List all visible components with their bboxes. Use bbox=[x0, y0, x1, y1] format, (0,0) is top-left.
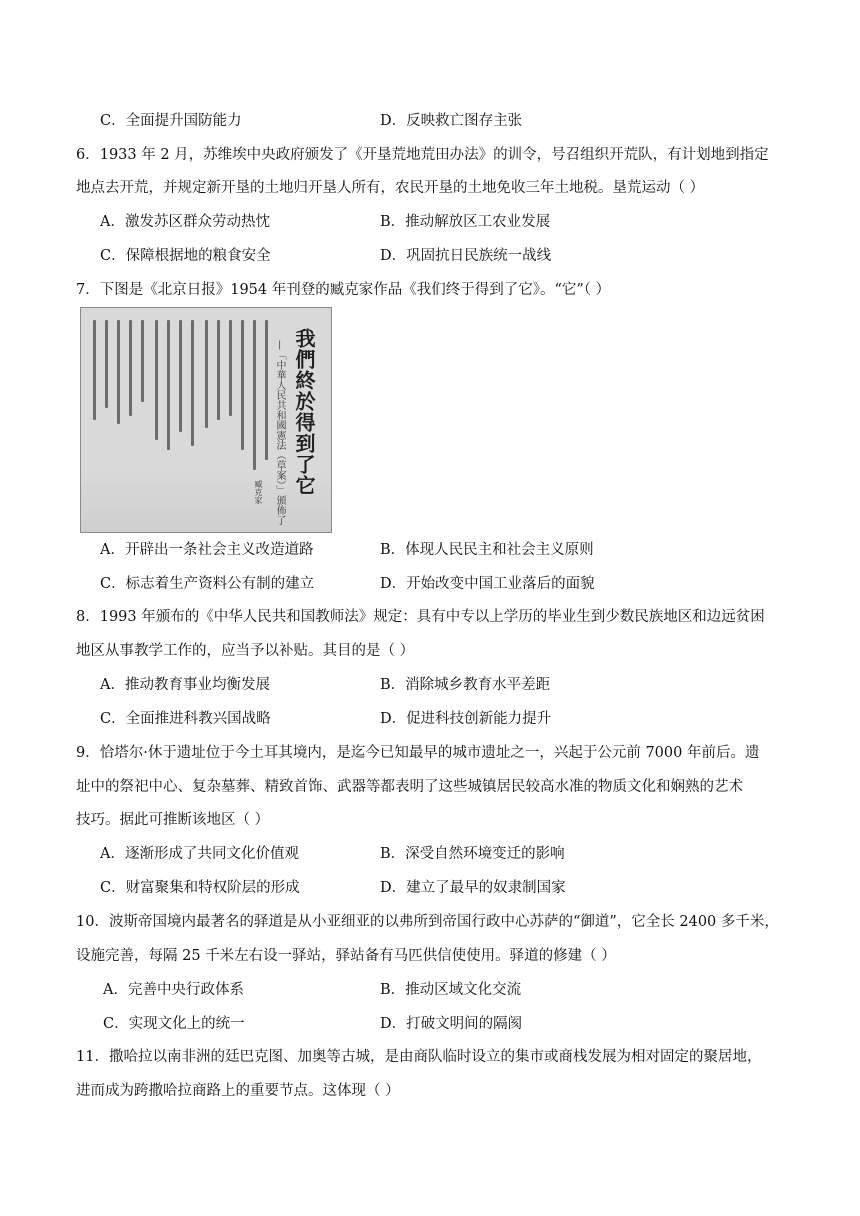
q10-stem-line-1: 10．波斯帝国境内最著名的驿道是从小亚细亚的以弗所到帝国行政中心苏萨的“御道”，它全长 2400 多千米， bbox=[76, 914, 779, 930]
q6-option-d: D．巩固抗日民族统一战线 bbox=[380, 248, 552, 264]
q10-stem-line-2: 设施完善，每隔 25 千米左右设一驿站，驿站备有马匹供信使使用。驿道的修建（ ） bbox=[76, 948, 616, 964]
q10-option-a: A．完善中央行政体系 bbox=[103, 982, 244, 998]
q6-option-a: A．激发苏区群众劳动热忱 bbox=[100, 214, 270, 230]
q10-option-d: D．打破文明间的隔阂 bbox=[380, 1016, 523, 1032]
q9-stem-line-3: 技巧。据此可推断该地区（ ） bbox=[76, 812, 270, 828]
q10-option-b: B．推动区域文化交流 bbox=[380, 982, 522, 998]
clipping-subtitle: —「中華人民共和國憲法（草案）」頒佈了 bbox=[274, 340, 285, 525]
q6-stem-line-2: 地点去开荒，并规定新开垦的土地归开垦人所有，农民开垦的土地免收三年土地税。垦荒运动（ ） bbox=[76, 180, 705, 196]
q7-option-b: B．体现人民民主和社会主义原则 bbox=[380, 542, 594, 558]
q5-option-c: C．全面提升国防能力 bbox=[100, 113, 242, 129]
q11-stem-line-2: 进而成为跨撒哈拉商路上的重要节点。这体现（ ） bbox=[76, 1083, 400, 1099]
newspaper-text-columns bbox=[91, 320, 271, 520]
q7-option-d: D．开始改变中国工业落后的面貌 bbox=[380, 576, 595, 592]
q6-stem-line-1: 6．1933 年 2 月，苏维埃中央政府颁发了《开垦荒地荒田办法》的训令，号召组织开荒队，有计划地到指定 bbox=[76, 147, 769, 163]
q9-stem-line-1: 9．恰塔尔·休于遗址位于今土耳其境内，是迄今已知最早的城市遗址之一，兴起于公元前 7000 年前后。遗 bbox=[76, 745, 760, 761]
q7-option-a: A．开辟出一条社会主义改造道路 bbox=[100, 542, 314, 558]
q8-stem-line-2: 地区从事教学工作的，应当予以补贴。其目的是（ ） bbox=[76, 643, 415, 659]
q9-stem-line-2: 址中的祭祀中心、复杂墓葬、精致首饰、武器等都表明了这些城镇居民较高水准的物质文化和娴熟的艺术 bbox=[76, 779, 743, 795]
clipping-author: 臧克家 bbox=[254, 480, 263, 504]
q7-option-c: C．标志着生产资料公有制的建立 bbox=[100, 576, 315, 592]
q9-option-d: D．建立了最早的奴隶制国家 bbox=[380, 880, 566, 896]
q9-option-b: B．深受自然环境变迁的影响 bbox=[380, 846, 565, 862]
q5-option-d: D．反映救亡图存主张 bbox=[380, 113, 523, 129]
q11-stem-line-1: 11．撒哈拉以南非洲的廷巴克图、加奥等古城，是由商队临时设立的集市或商栈发展为相对固定的聚居地， bbox=[76, 1049, 762, 1065]
q8-option-d: D．促进科技创新能力提升 bbox=[380, 711, 552, 727]
q9-option-a: A．逐渐形成了共同文化价值观 bbox=[100, 846, 299, 862]
q8-option-c: C．全面推进科教兴国战略 bbox=[100, 711, 271, 727]
q9-option-c: C．财富聚集和特权阶层的形成 bbox=[100, 880, 300, 896]
clipping-headline: 我們終於得到了它 bbox=[292, 328, 316, 496]
q8-option-b: B．消除城乡教育水平差距 bbox=[380, 677, 551, 693]
q6-option-c: C．保障根据地的粮食安全 bbox=[100, 248, 271, 264]
q6-option-b: B．推动解放区工农业发展 bbox=[380, 214, 551, 230]
q8-option-a: A．推动教育事业均衡发展 bbox=[100, 677, 270, 693]
q8-stem-line-1: 8．1993 年颁布的《中华人民共和国教师法》规定：具有中专以上学历的毕业生到少数民族地区和边远贫困 bbox=[76, 609, 765, 625]
q7-stem: 7．下图是《北京日报》1954 年刊登的臧克家作品《我们终于得到了它》。“它”（ ） bbox=[76, 282, 611, 298]
q10-option-c: C．实现文化上的统一 bbox=[103, 1016, 245, 1032]
